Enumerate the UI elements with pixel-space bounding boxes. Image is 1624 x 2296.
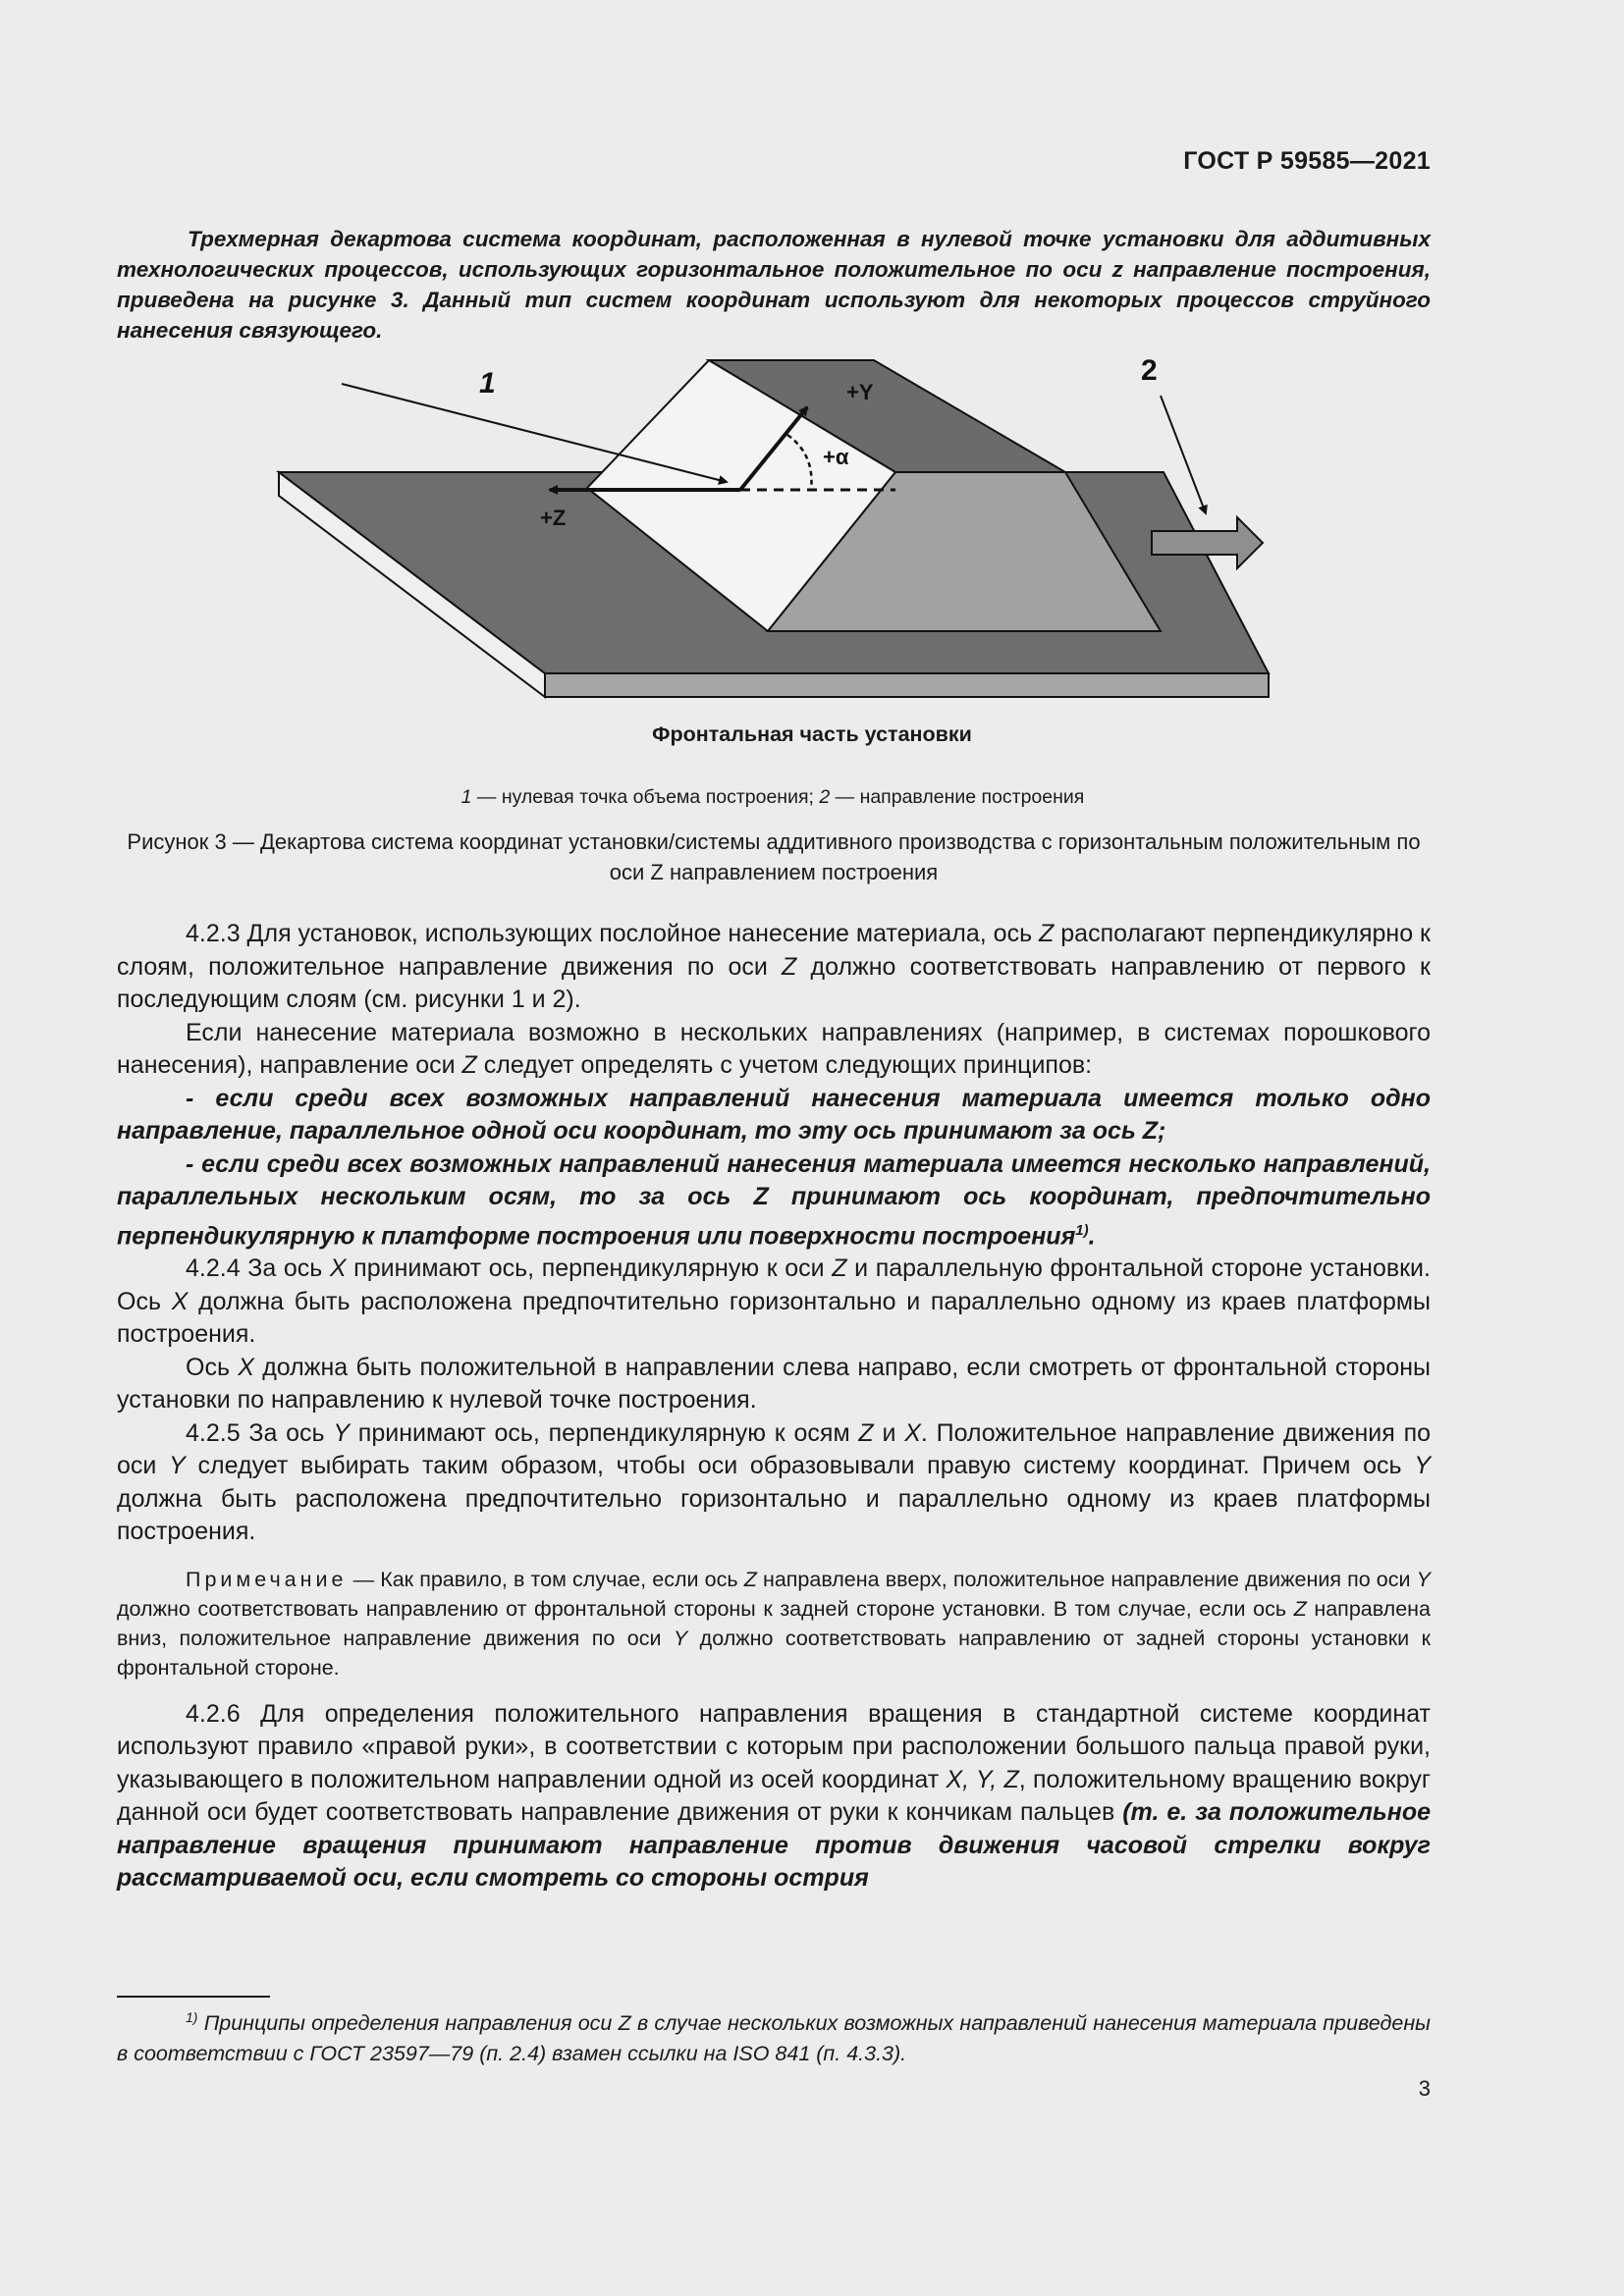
footnote-text: Принципы определения направления оси Z в случае нескольких возможных направлений нанесения материала приведены в соответствии с ГОСТ 23597—79 (п. 2.4) взамен ссылки на ISO 841 (п. 4.3.3). (117, 2011, 1431, 2066)
text-span: следует определять с учетом следующих принципов: (476, 1051, 1093, 1079)
legend-text-2: — направление построения (830, 786, 1085, 808)
text-span: Если нанесение материала возможно в нескольких направлениях (например, в системах порошкового нанесения), направление оси (117, 1018, 1431, 1079)
page-number: 3 (1418, 2076, 1431, 2101)
paragraph-4-2-4 (117, 1253, 1431, 1352)
var-x: X (904, 1418, 921, 1447)
var-z: Z (782, 952, 797, 981)
var-y: Y (169, 1452, 186, 1480)
text-span: — Как правило, в том случае, если ось (347, 1567, 744, 1591)
text-span: должно соответствовать направлению от фронтальной стороны к задней стороне установки. В том случае, если ось (117, 1596, 1294, 1621)
text-span: направлена вверх, положительное направление движения по оси (756, 1567, 1417, 1591)
paragraph-4-2-3 (117, 918, 1431, 1017)
text-span: 4.2.6 Для определения положительного направления вращения в стандартной системе координат используют правило «правой руки», в соответствии с которым при расположении большого пальца правой руки, указывающего в положительном направлении одной из осей координат (117, 1699, 1431, 1793)
bold-italic-span: (т. е. за положительное направление вращения принимают направление против движения часовой стрелки вокруг рассматриваемой оси, если смотреть со стороны острия (117, 1798, 1431, 1893)
label-2: 2 (1141, 354, 1158, 387)
var-z: Z (832, 1255, 847, 1283)
text-span: 4.2.5 За ось (186, 1418, 334, 1447)
footnote-ref[interactable]: 1) (1075, 1221, 1089, 1239)
var-z: Z (1039, 920, 1055, 947)
text-span: и параллельную фронтальной стороне установки. Ось (117, 1255, 1431, 1315)
text-span: следует выбирать таким образом, чтобы оси образовывали правую систему координат. Причем ось (185, 1452, 1415, 1480)
text-span: должна быть расположена предпочтительно горизонтально и параллельно одному из краев платформы построения. (117, 1484, 1431, 1546)
text-span: . Положительное направление движения по оси (117, 1418, 1432, 1480)
var-z: Z (858, 1418, 874, 1447)
paragraph-x-positive (117, 1352, 1431, 1417)
intro-paragraph: Трехмерная декартова система координат, расположенная в нулевой точке установки для аддитивных технологических процессов, использующих горизонтальное положительное по оси z направление построения, приведена на рисунке 3. Данный тип систем координат используют для некоторых процессов струйного нанесения связующего. (117, 227, 1431, 343)
figure-legend (0, 786, 1545, 809)
principle-two (117, 1148, 1431, 1254)
figure-3 (265, 348, 1286, 761)
note-paragraph (117, 1565, 1431, 1682)
var-y: Y (1416, 1567, 1431, 1591)
platform-front-side (545, 673, 1269, 697)
text-span: должно соответствовать направлению от задней стороны установки к фронтальной стороне. (117, 1626, 1431, 1680)
footnote-marker: 1) (186, 2009, 198, 2025)
var-y: Y (673, 1626, 688, 1650)
var-x: X (171, 1287, 189, 1315)
text-span: должна быть положительной в направлении слева направо, если смотреть от фронтальной стороны установки по направлению к нулевой точке построения. (117, 1353, 1431, 1415)
figure-front-label: Фронтальная часть установки (652, 722, 972, 746)
var-axes: X, Y, Z (946, 1765, 1019, 1793)
legend-num-2: 2 (819, 786, 831, 808)
text-span: , положительному вращению вокруг данной оси будет соответствовать направление движения от руки к кончикам пальцев (117, 1765, 1431, 1827)
var-z: Z (1293, 1596, 1307, 1621)
text-span: Ось (186, 1353, 239, 1381)
text-span: и (873, 1418, 905, 1447)
var-y: Y (1414, 1452, 1431, 1480)
label-1: 1 (479, 367, 496, 400)
var-x: X (238, 1353, 254, 1381)
footnote-rule (117, 1996, 270, 1998)
footnote (117, 2002, 1431, 2069)
label-plus-z: +Z (540, 506, 567, 530)
text-span: принимают ось, перпендикулярную к осям (350, 1418, 859, 1447)
text-span: располагают перпендикулярно к слоям, положительное направление движения по оси (117, 920, 1431, 981)
paragraph-4-2-6 (117, 1698, 1431, 1896)
var-y: Y (333, 1418, 351, 1447)
figure-caption: Рисунок 3 — Декартова система координат установки/системы аддитивного производства с горизонтальным положительным по оси Z направлением построения (127, 829, 1421, 884)
text-span: направлена вниз, положительное направление движения по оси (117, 1596, 1432, 1650)
note-label: Примечание (186, 1567, 348, 1591)
var-x: X (329, 1255, 347, 1283)
text-span: должна быть расположена предпочтительно горизонтально и параллельно одному из краев платформы построения. (117, 1287, 1432, 1349)
legend-text-1: — нулевая точка объема построения; (471, 786, 820, 808)
label-plus-y: +Y (846, 380, 874, 404)
body-text (117, 918, 1431, 1896)
label-plus-alpha: +α (823, 445, 849, 469)
text-span: должно соответствовать направлению от первого к последующим слоям (см. рисунки 1 и 2). (117, 952, 1431, 1013)
text-span: принимают ось, перпендикулярную к оси (346, 1255, 833, 1283)
coordinate-system-diagram (265, 348, 1286, 761)
var-z: Z (461, 1051, 477, 1079)
paragraph-4-2-5 (117, 1417, 1431, 1549)
legend-num-1: 1 (460, 786, 472, 808)
text-span: 4.2.4 За ось (186, 1255, 330, 1283)
var-z: Z (743, 1567, 757, 1591)
text-span: . (1088, 1221, 1096, 1250)
text-span: - если среди всех возможных направлений нанесения материала имеется несколько направлений, параллельных нескольким осям, то за ось Z принимают ось координат, предпочтительно перпендикулярную к платформе построения или поверхности построения (117, 1149, 1431, 1250)
document-id: ГОСТ Р 59585—2021 (1183, 147, 1431, 175)
paragraph-multi-direction (117, 1017, 1431, 1083)
text-span: 4.2.3 Для установок, использующих послойное нанесение материала, ось (186, 920, 1040, 947)
principle-one: - если среди всех возможных направлений нанесения материала имеется только одно направление, параллельное одной оси координат, то эту ось принимают за ось Z; (117, 1084, 1431, 1145)
